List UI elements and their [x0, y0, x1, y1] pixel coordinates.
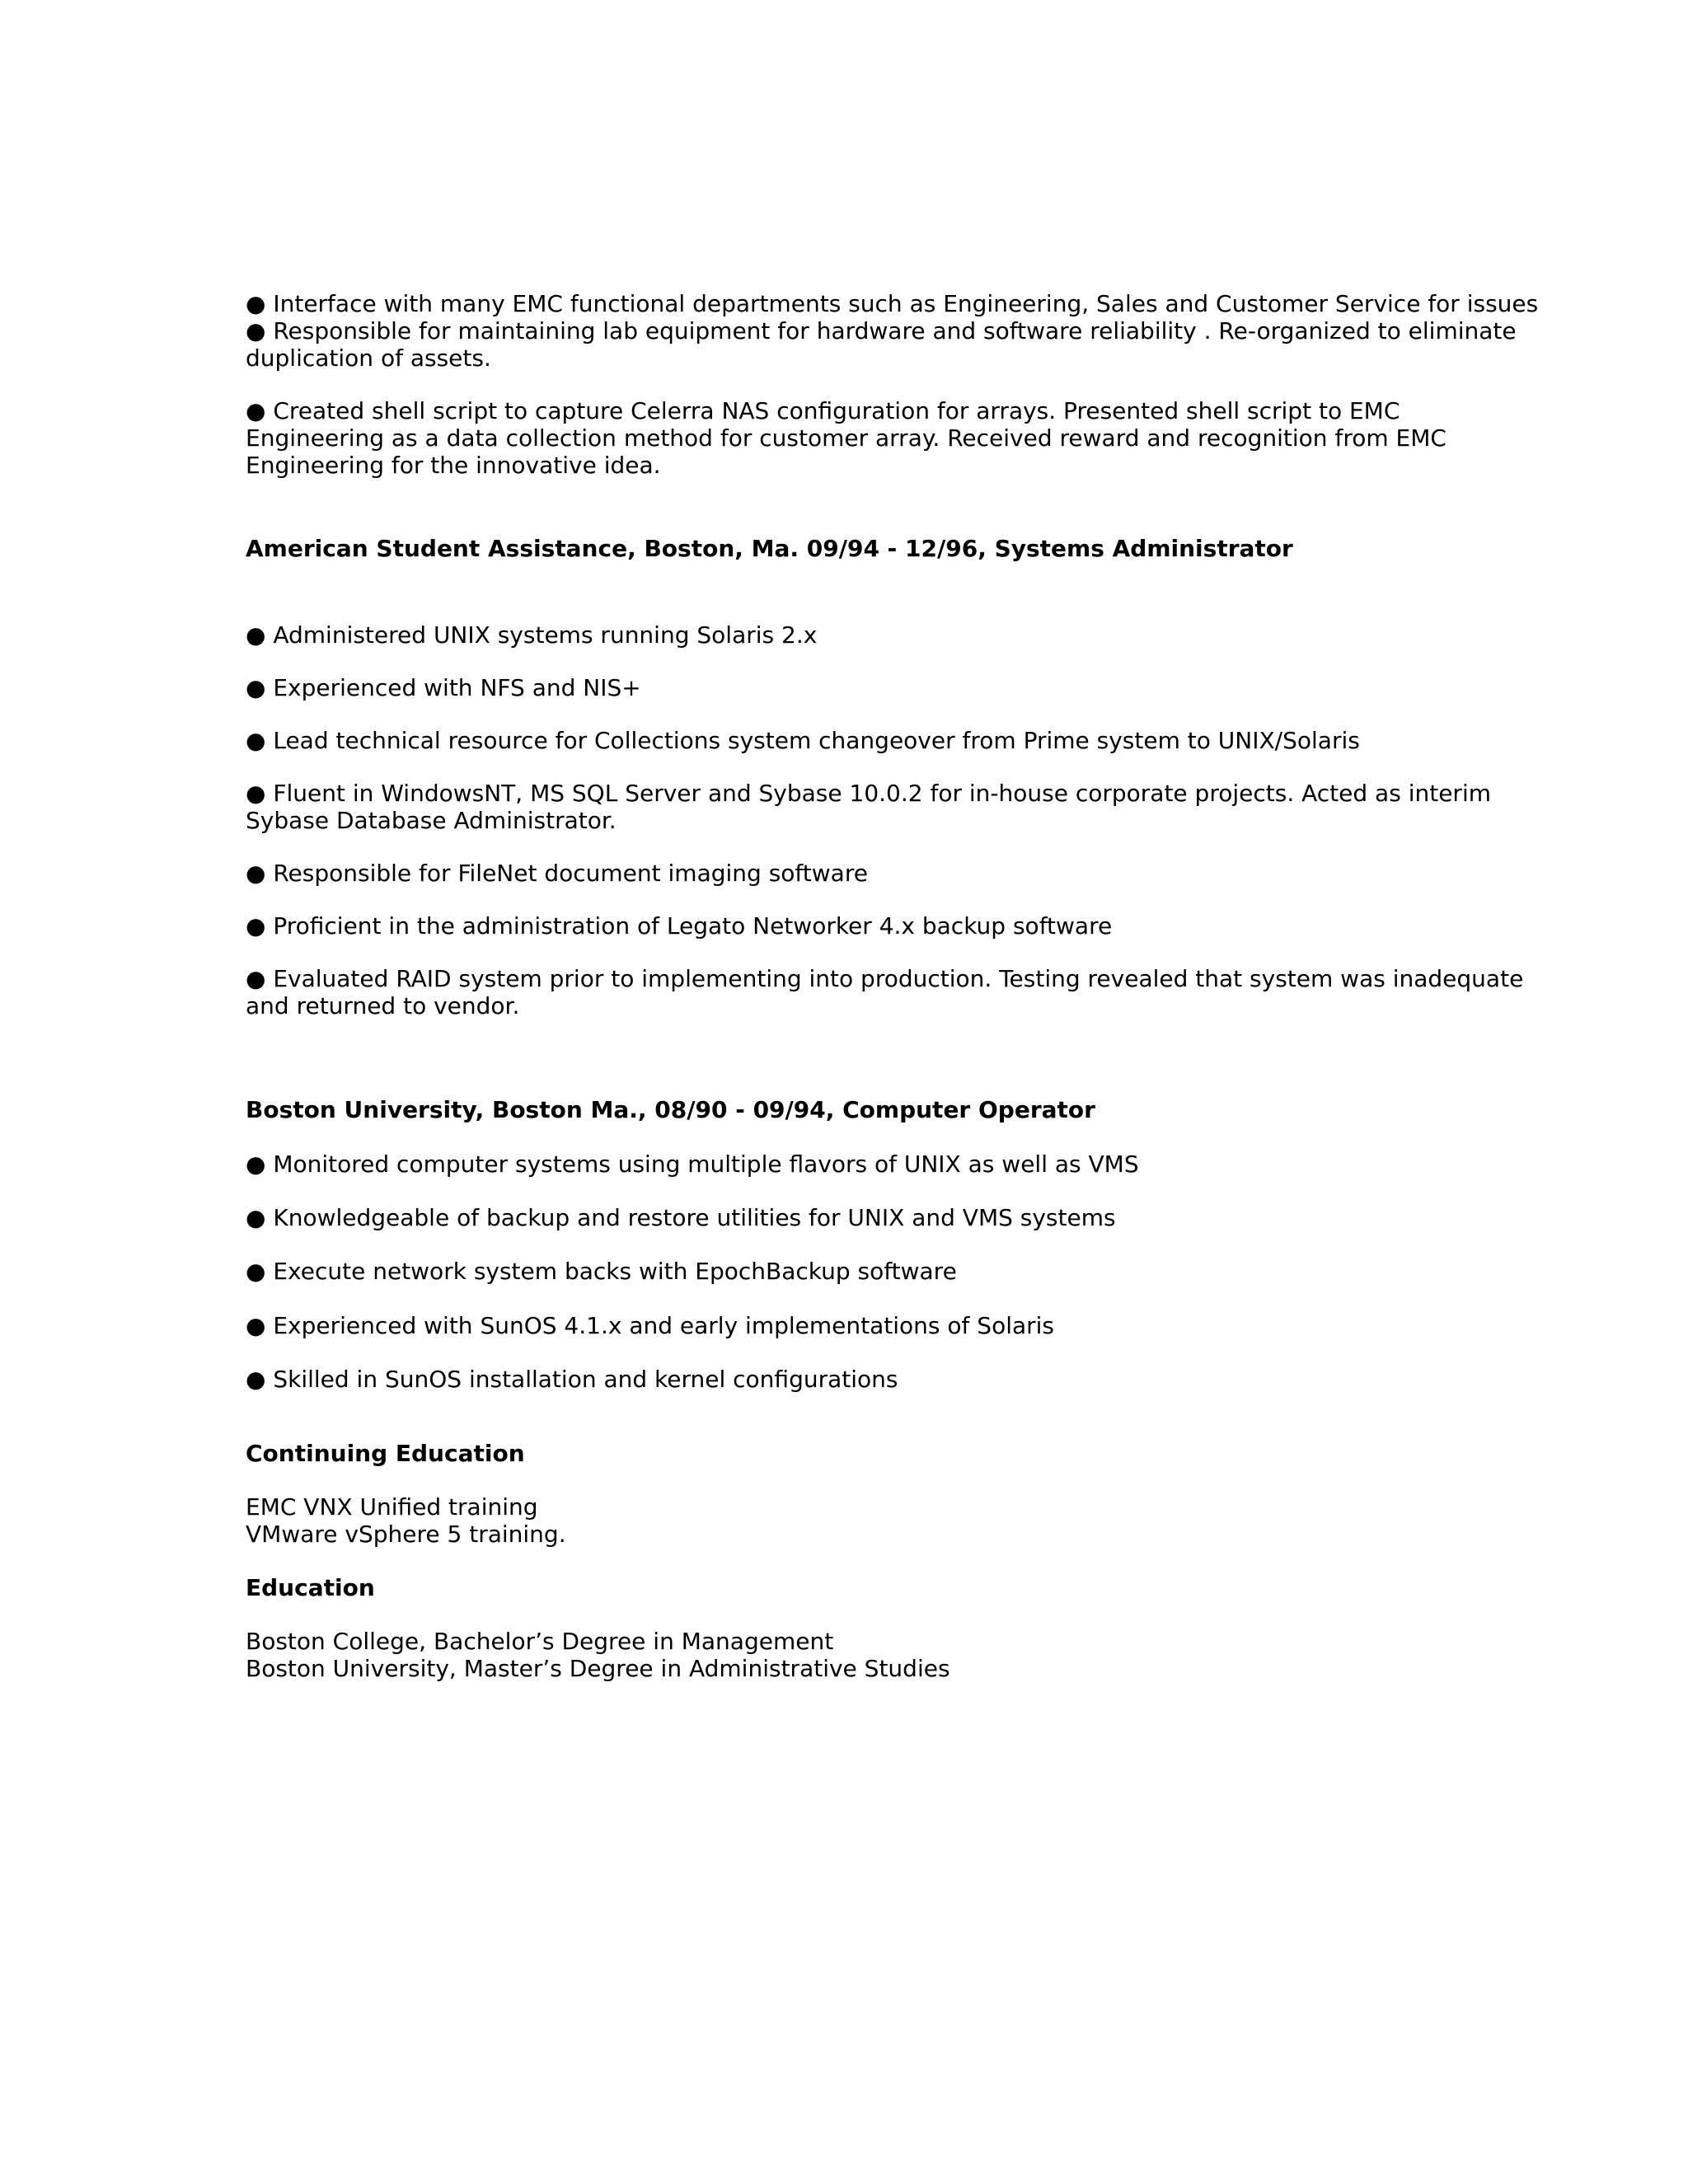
bu-bullet-sunos: ● Experienced with SunOS 4.1.x and early implementations of Solaris [246, 1312, 1055, 1339]
continuing-education-item: EMC VNX Unified training [246, 1493, 538, 1521]
bu-job-heading: Boston University, Boston Ma., 08/90 - 09/94, Computer Operator [246, 1096, 1095, 1123]
continuing-education-item: VMware vSphere 5 training. [246, 1521, 566, 1548]
emc-bullets [246, 290, 1539, 479]
bu-bullet-monitored: ● Monitored computer systems using multiple flavors of UNIX as well as VMS [246, 1151, 1139, 1178]
emc-bullet-lab-equipment: ● Responsible for maintaining lab equipment for hardware and software reliability . Re-organized to eliminate [246, 317, 1517, 344]
asa-job-heading: American Student Assistance, Boston, Ma. 09/94 - 12/96, Systems Administrator [246, 535, 1293, 562]
asa-bullet-raid-cont: and returned to vendor. [246, 992, 520, 1019]
asa-bullet-raid: ● Evaluated RAID system prior to implementing into production. Testing revealed that system was inadequate [246, 965, 1524, 992]
emc-bullet-shell-script-cont1: Engineering as a data collection method for customer array. Received reward and recognition from EMC [246, 424, 1447, 452]
emc-bullet-shell-script-cont2: Engineering for the innovative idea. [246, 452, 661, 479]
bu-bullet-epochbackup: ● Execute network system backs with EpochBackup software [246, 1258, 957, 1285]
emc-bullet-shell-script: ● Created shell script to capture Celerra NAS configuration for arrays. Presented shell script to EMC [246, 397, 1400, 424]
asa-bullet-windowsnt-cont: Sybase Database Administrator. [246, 807, 617, 834]
asa-bullet-legato: ● Proficient in the administration of Legato Networker 4.x backup software [246, 912, 1113, 940]
bu-bullets [246, 1151, 1482, 1393]
resume-page [246, 290, 1539, 1682]
asa-bullet-filenet: ● Responsible for FileNet document imaging software [246, 860, 868, 887]
bu-bullet-kernel: ● Skilled in SunOS installation and kernel configurations [246, 1366, 898, 1393]
asa-bullet-collections: ● Lead technical resource for Collections system changeover from Prime system to UNIX/Solaris [246, 727, 1360, 754]
education-item: Boston College, Bachelor’s Degree in Management [246, 1628, 834, 1655]
asa-bullet-windowsnt: ● Fluent in WindowsNT, MS SQL Server and Sybase 10.0.2 for in-house corporate projects. Acted as interim [246, 780, 1492, 807]
emc-bullet-interface: ● Interface with many EMC functional departments such as Engineering, Sales and Customer Service for issues [246, 290, 1539, 317]
asa-bullet-nfs: ● Experienced with NFS and NIS+ [246, 674, 641, 701]
emc-bullet-lab-equipment-cont: duplication of assets. [246, 344, 491, 372]
continuing-education-heading: Continuing Education [246, 1440, 525, 1467]
asa-bullet-unix: ● Administered UNIX systems running Solaris 2.x [246, 621, 818, 649]
bu-bullet-backup: ● Knowledgeable of backup and restore utilities for UNIX and VMS systems [246, 1204, 1116, 1231]
education-heading: Education [246, 1574, 375, 1601]
education-item: Boston University, Master’s Degree in Administrative Studies [246, 1655, 950, 1682]
asa-bullets [246, 621, 1524, 1019]
